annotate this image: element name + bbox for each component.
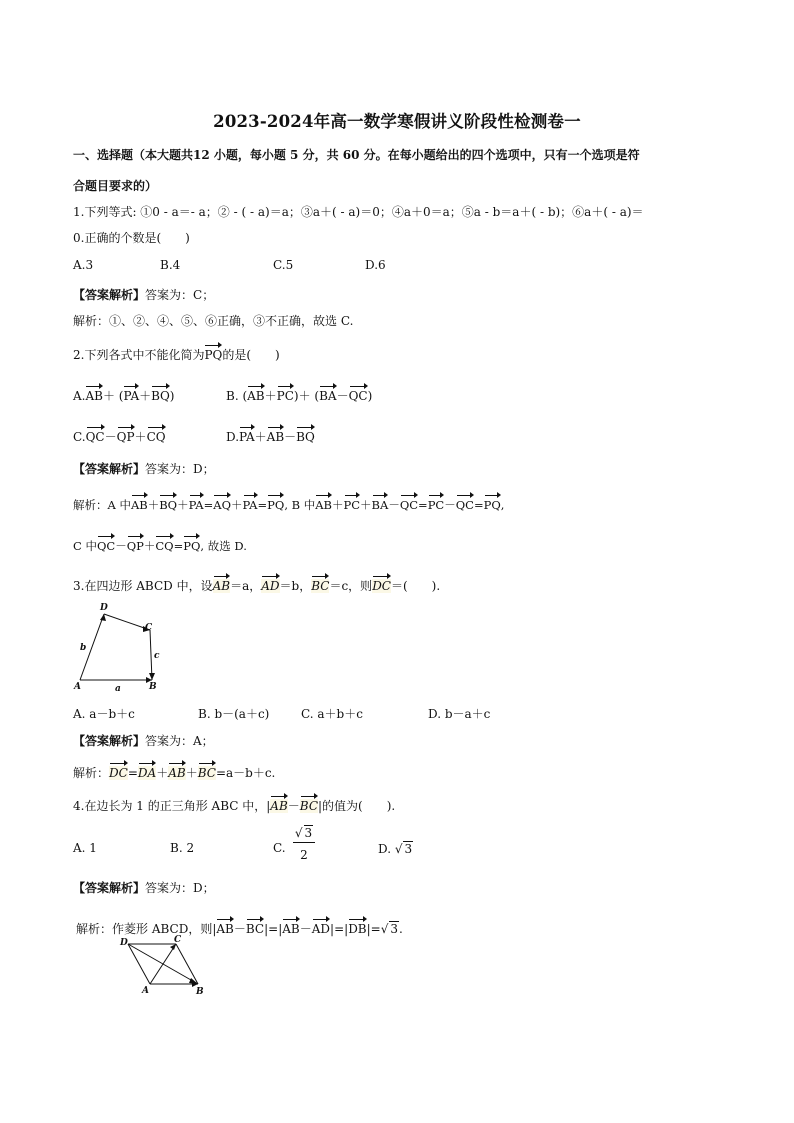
operator: =	[203, 498, 214, 512]
vector-term: BC	[299, 799, 319, 813]
operator: －	[233, 922, 246, 936]
operator: ＋	[177, 498, 189, 512]
answer-label: 【答案解析】	[73, 462, 146, 476]
fraction-denominator: 2	[300, 848, 308, 862]
operator: ＋	[185, 766, 198, 780]
vector-term: BA	[319, 389, 337, 403]
text: 3.在四边形 ABCD 中，设	[73, 579, 213, 593]
operator: =	[127, 766, 138, 780]
operator: )	[367, 389, 373, 403]
vector-term: BC	[245, 922, 265, 936]
q1-answer	[73, 286, 214, 303]
text: |=	[366, 922, 381, 936]
operator: ＋	[156, 766, 169, 780]
label-a: A	[142, 986, 149, 996]
operator: ＋	[264, 389, 277, 403]
answer-label: 【答案解析】	[73, 734, 146, 748]
q3-option-c: C. a＋b＋c	[301, 707, 363, 721]
label-d: D	[100, 603, 108, 613]
vector-term: AQ	[213, 498, 231, 512]
vector-term: PQ	[204, 348, 223, 362]
answer-text: 答案为：D；	[145, 462, 215, 476]
label-a: A	[74, 682, 81, 692]
vector-term: QP	[116, 430, 135, 444]
vector-term: PC	[427, 498, 445, 512]
text: , 故选 D.	[200, 539, 247, 553]
q3-analysis	[73, 764, 275, 781]
q2-option-b	[226, 387, 372, 404]
vector-term: DC	[109, 766, 128, 780]
q2-stem-text: 2.下列各式中不能化简为	[73, 348, 205, 362]
vector-term: PQ	[267, 498, 285, 512]
q4-stem	[73, 797, 395, 814]
operator: ＋	[360, 498, 372, 512]
vector-term: PA	[242, 498, 258, 512]
operator: －	[444, 498, 456, 512]
text: ＝( ).	[391, 579, 441, 593]
q3-option-b: B. b－(a＋c)	[198, 707, 270, 721]
text: 解析：	[73, 766, 110, 780]
q1-stem-cont: 0.正确的个数是( )	[73, 231, 190, 245]
option-letter: C.	[273, 841, 286, 855]
answer-text: 答案为：C；	[145, 288, 215, 302]
q1-analysis: 解析：①、②、④、⑤、⑥正确，③不正确，故选 C.	[73, 314, 354, 328]
label-vec-a: a	[115, 684, 121, 694]
vector-term: QC	[399, 498, 419, 512]
text: ＝b，	[279, 579, 312, 593]
vector-term: PQ	[183, 539, 201, 553]
operator: －	[299, 922, 312, 936]
text: ,	[500, 498, 505, 512]
operator: =	[418, 498, 428, 512]
vector-term: QC	[348, 389, 368, 403]
operator: ＋	[254, 430, 267, 444]
vector-term: PA	[123, 389, 140, 403]
page-title: 2023-2024年高一数学寒假讲义阶段性检测卷一	[213, 112, 581, 131]
vector-term: AD	[311, 922, 331, 936]
label-d: D	[120, 938, 128, 948]
vector-term: PA	[239, 430, 255, 444]
text: =a－b＋c.	[215, 766, 276, 780]
vector-term: AB	[282, 922, 300, 936]
fraction-numerator: √ 3	[293, 825, 315, 843]
vector-term: CQ	[155, 539, 174, 553]
sqrt-radicand: 3	[390, 922, 399, 936]
text: |=|	[330, 922, 349, 936]
vector-term: PA	[188, 498, 204, 512]
vector-term: AD	[261, 579, 280, 593]
option-letter: A.	[73, 389, 86, 403]
text: , B 中	[284, 498, 316, 512]
vector-term: AB	[212, 579, 231, 593]
q2-option-a	[73, 387, 174, 404]
text: 解析：作菱形 ABCD，则|	[76, 922, 217, 936]
operator: ＋	[147, 498, 160, 512]
vector-term: AB	[270, 799, 288, 813]
text: 解析：A 中	[73, 498, 131, 512]
text: 4.在边长为 1 的正三角形 ABC 中，|	[73, 799, 271, 813]
vector-term: CQ	[146, 430, 166, 444]
q2-analysis-line2	[73, 538, 247, 554]
q4-analysis: 解析：作菱形 ABCD，则|AB－BC|=|AB－AD|=|DB|=√ 3.	[76, 922, 403, 936]
option-letter: B. (	[226, 389, 248, 403]
vector-term: BA	[371, 498, 389, 512]
operator: －	[115, 539, 127, 553]
vector-term: AB	[130, 498, 148, 512]
option-letter: D.	[226, 430, 240, 444]
answer-text: 答案为：A；	[145, 734, 214, 748]
operator: )＋ (	[293, 389, 320, 403]
q2-option-c	[73, 428, 166, 445]
operator: =	[473, 498, 484, 512]
q3-option-d: D. b－a＋c	[428, 707, 491, 721]
vector-term: PC	[343, 498, 361, 512]
operator: ＋	[134, 430, 147, 444]
text: |=|	[264, 922, 283, 936]
q4-option-b: B. 2	[170, 841, 195, 855]
q3-stem	[73, 577, 440, 594]
answer-label: 【答案解析】	[73, 881, 146, 895]
q1-stem: 1.下列等式: ①0 - a＝- a；② - ( - a)＝a；③a＋( - a)＝0；④a＋0＝a；⑤a - b＝a＋( - b)；⑥a＋( - a)＝	[73, 205, 644, 219]
q2-analysis-line1	[73, 497, 504, 513]
q4-option-a: A. 1	[73, 841, 97, 855]
vector-term: AB	[85, 389, 103, 403]
label-b: B	[196, 987, 204, 997]
vector-term: AB	[315, 498, 332, 512]
sqrt-radicand: 3	[404, 842, 413, 856]
operator: －	[104, 430, 117, 444]
vector-term: BC	[197, 766, 216, 780]
option-letter: D.	[378, 842, 392, 856]
label-c: C	[145, 623, 153, 633]
answer-label: 【答案解析】	[73, 288, 146, 302]
operator: =	[173, 539, 184, 553]
q1-option-c: C.5	[273, 258, 294, 272]
q3-answer	[73, 732, 214, 749]
q1-option-b: B.4	[160, 258, 181, 272]
vector-term: AB	[168, 766, 186, 780]
q2-stem-text: 的是( )	[222, 348, 280, 362]
vector-term: QP	[126, 539, 144, 553]
text: |的值为( ).	[318, 799, 396, 813]
operator: －	[388, 498, 400, 512]
label-b: B	[149, 682, 157, 692]
q1-option-a: A.3	[73, 258, 94, 272]
vector-term: QC	[96, 539, 116, 553]
text: .	[399, 922, 403, 936]
sqrt-radicand: 3	[304, 826, 313, 840]
section-heading: 一、选择题（本大题共12 小题，每小题 5 分，共 60 分。在每小题给出的四个选项中，只有一个选项是符	[73, 148, 640, 162]
vector-term: BQ	[151, 389, 170, 403]
label-vec-b: b	[80, 643, 87, 653]
q4-answer	[73, 879, 215, 896]
q4-option-d: D. √ 3	[378, 842, 413, 856]
quadrilateral-figure	[72, 600, 172, 696]
vector-term: DB	[348, 922, 367, 936]
text: ＝a，	[230, 579, 262, 593]
vector-term: BQ	[159, 498, 178, 512]
text: ＝c，则	[329, 579, 373, 593]
q1-option-d: D.6	[365, 258, 386, 272]
vector-term: BQ	[296, 430, 315, 444]
vector-term: PC	[276, 389, 294, 403]
option-letter: C.	[73, 430, 86, 444]
q2-option-d	[226, 428, 315, 445]
vector-term: QC	[455, 498, 474, 512]
operator: －	[287, 799, 300, 813]
operator: =	[257, 498, 268, 512]
operator: －	[336, 389, 349, 403]
label-c: C	[174, 935, 182, 945]
vector-term: QC	[85, 430, 105, 444]
vector-term: DC	[372, 579, 391, 593]
operator: ＋	[139, 389, 152, 403]
operator: ＋ (	[102, 389, 124, 403]
section-heading-cont: 合题目要求的）	[73, 179, 158, 193]
vector-term: PQ	[483, 498, 501, 512]
q3-option-a: A. a－b＋c	[73, 707, 135, 721]
vector-term: AB	[266, 430, 285, 444]
vector-term: DA	[137, 766, 157, 780]
operator: )	[169, 389, 175, 403]
operator: ＋	[332, 498, 344, 512]
rhombus-figure	[116, 936, 216, 998]
operator: ＋	[231, 498, 243, 512]
operator: ＋	[143, 539, 156, 553]
label-vec-c: c	[154, 651, 160, 661]
text: C 中	[73, 539, 97, 553]
vector-term: BC	[311, 579, 330, 593]
vector-term: AB	[247, 389, 265, 403]
vector-term: AB	[216, 922, 234, 936]
answer-text: 答案为：D；	[145, 881, 215, 895]
operator: －	[284, 430, 297, 444]
q2-stem	[73, 346, 280, 363]
q2-answer	[73, 460, 215, 477]
